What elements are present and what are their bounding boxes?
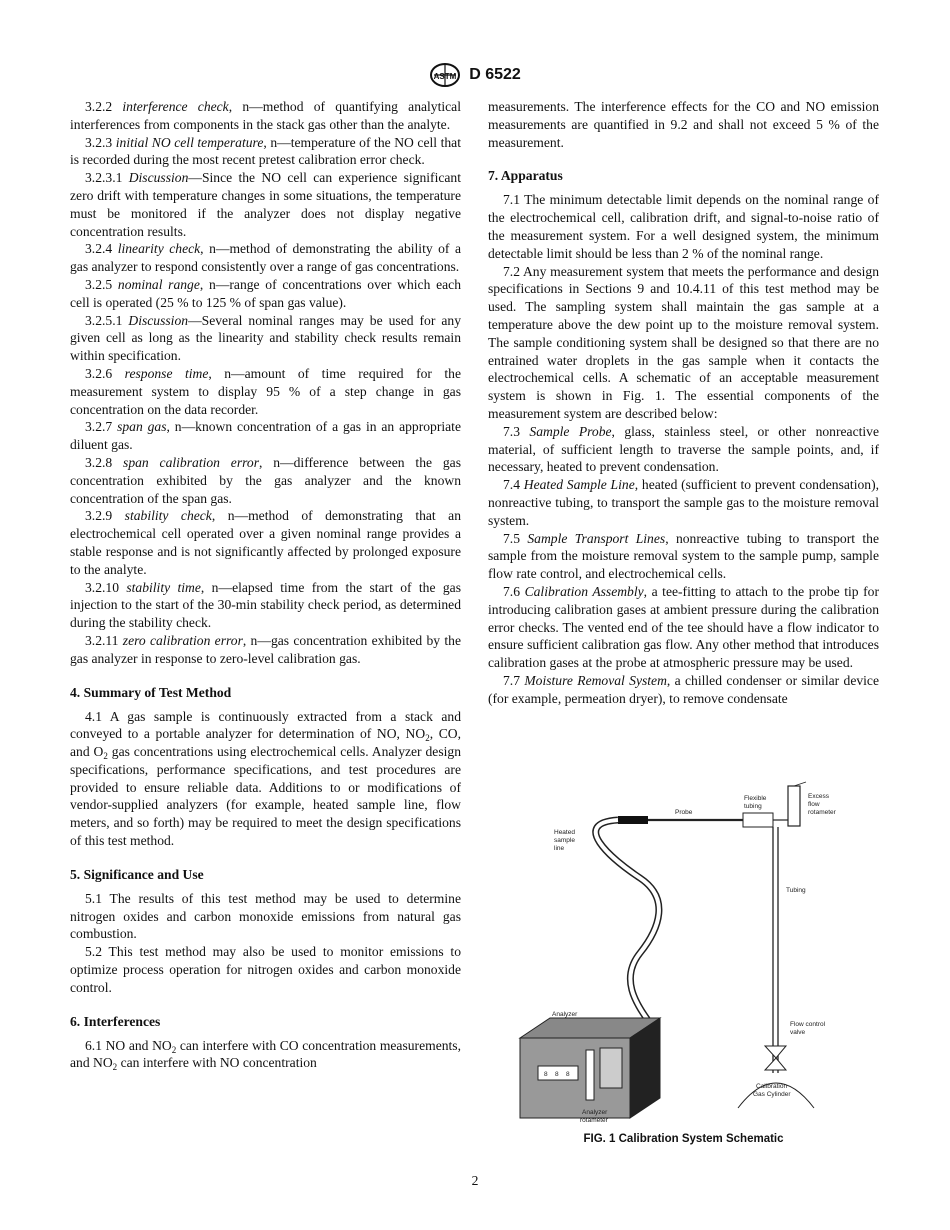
excess-rotameter-shape <box>788 786 800 826</box>
svg-text:rotameter: rotameter <box>808 809 836 816</box>
svg-text:ASTM: ASTM <box>433 72 457 81</box>
svg-text:valve: valve <box>790 1029 806 1036</box>
svg-text:tubing: tubing <box>744 803 762 810</box>
svg-text:Flow control: Flow control <box>790 1021 826 1028</box>
svg-text:Flexible: Flexible <box>744 795 767 802</box>
paragraph-5-1: 5.1 The results of this test method may be used to determine nitrogen oxides and carbon monoxide emissions from natural gas combustion. <box>70 890 461 942</box>
svg-text:Analyzer: Analyzer <box>582 1109 608 1116</box>
right-column <box>488 98 879 708</box>
svg-text:flow: flow <box>808 801 820 808</box>
definition-3-2-11: 3.2.11 zero calibration error, n—gas concentration exhibited by the gas analyzer in response to zero-level calibration gas. <box>70 632 461 666</box>
section-6-heading: 6. Interferences <box>70 1013 161 1029</box>
definition-3-2-2: 3.2.2 interference check, n—method of quantifying analytical interferences from components in the stack gas other than the analyte. <box>70 99 461 132</box>
paragraph-6-1: 6.1 NO and $NO_2$ can interfere with CO concentration measurements, and $NO_2$ can interfere with NO concentration <box>70 1037 461 1073</box>
page-header <box>0 62 950 88</box>
paragraph-7-4: 7.4 Heated Sample Line, heated (sufficient to prevent condensation), nonreactive tubing, to transport the sample gas to the moisture removal system. <box>488 477 879 528</box>
svg-text:Excess: Excess <box>808 793 829 800</box>
flexible-tubing-shape <box>743 813 773 827</box>
svg-text:Heated: Heated <box>554 829 575 836</box>
svg-text:Tubing: Tubing <box>786 887 806 894</box>
paragraph-6-1-continued: measurements. The interference effects for the CO and NO emission measurements are quantified in 9.2 and shall not exceed 5 % of the measurement. <box>488 99 879 150</box>
definition-3-2-4: 3.2.4 linearity check, n—method of demonstrating the ability of a gas analyzer to respond consistently over a range of gas concentrations. <box>70 241 461 275</box>
paragraph-7-1: 7.1 The minimum detectable limit depends on the nominal range of the electrochemical cell, calibration drift, and signal-to-noise ratio of the measurement system. For a well designed system, the minimum detectable limit should be less than 2 % of the nominal range. <box>488 192 879 261</box>
paragraph-7-2: 7.2 Any measurement system that meets the performance and design specifications in Sections 9 and 10.4.11 of this test method may be used. The sampling system shall maintain the gas sample at a temperature above the dew point up to the moisture removal system. The sample conditioning system shall be designed so that there are no entrained water droplets in the gas sample when it contacts the electrochemical cells. A schematic of an acceptable measurement system is shown in Fig. 1. The essential components of the measurement system are described below: <box>488 263 879 421</box>
figure-caption: FIG. 1 Calibration System Schematic <box>583 1133 784 1145</box>
paragraph-4-1: 4.1 A gas sample is continuously extracted from a stack and conveyed to a portable analyzer for determination of NO, $NO_2$, CO, and $O_2$ gas concentrations using electrochemical cells. Analyzer design specifications, performance specifications, and test procedures are provided to ensure reliable data. Additions to or modifications of vendor-supplied analyzers (for example, heated sample line, flow meters, and so forth) may be required to meet the design specifications of this test method. <box>70 708 461 849</box>
definition-3-2-6: 3.2.6 response time, n—amount of time required for the measurement system to display 95 % of a step change in gas concentration on the data recorder. <box>70 365 461 417</box>
definition-3-2-8: 3.2.8 span calibration error, n—difference between the gas concentration exhibited by the gas analyzer and the known concentration of the span gas. <box>70 454 461 506</box>
astm-logo <box>429 62 461 88</box>
section-7-heading: 7. Apparatus <box>488 168 563 184</box>
paragraph-7-5: 7.5 Sample Transport Lines, nonreactive tubing to transport the sample from the moisture removal system to the sample pump, sample flow rate control, and electrochemical cells. <box>488 530 879 582</box>
probe-tip-shape <box>618 816 648 824</box>
definition-3-2-10: 3.2.10 stability time, n—elapsed time from the start of the gas injection to the start of the 30-min stability check period, as determined during the stability check. <box>70 579 461 631</box>
svg-text:8: 8 <box>555 1071 559 1078</box>
svg-text:8: 8 <box>544 1071 548 1078</box>
figure-1-schematic <box>510 778 860 1123</box>
svg-text:Probe: Probe <box>675 809 693 816</box>
svg-text:Calibration: Calibration <box>756 1083 788 1090</box>
flow-valve-bottom <box>765 1058 786 1070</box>
svg-text:Gas Cylinder: Gas Cylinder <box>753 1091 791 1098</box>
flow-valve-top <box>765 1046 786 1058</box>
discussion-3-2-5-1: 3.2.5.1 Discussion—Several nominal ranges may be used for any given cell as long as the linearity and stability check results remain within specification. <box>70 312 461 364</box>
page-number: 2 <box>471 1173 479 1188</box>
section-5-heading: 5. Significance and Use <box>70 866 204 882</box>
paragraph-7-6: 7.6 Calibration Assembly, a tee-fitting to attach to the probe tip for introducing calibration gases at ambient pressure during the calibration error checks. The vented end of the tee should have a flow indicator to ensure sufficient calibration gas flow. Any other method that introduces calibration gases at the probe at atmospheric pressure may be used. <box>488 583 879 671</box>
svg-text:8: 8 <box>566 1071 570 1078</box>
svg-text:sample: sample <box>554 837 575 844</box>
definition-3-2-7: 3.2.7 span gas, n—known concentration of a gas in an appropriate diluent gas. <box>70 419 461 453</box>
analyzer-rotameter-shape <box>586 1050 594 1100</box>
left-column <box>70 98 461 1072</box>
discussion-3-2-3-1: 3.2.3.1 Discussion—Since the NO cell can experience significant zero drift with temperature changes in some situations, the temperature must be monitored if the analyzer does not display negative concentration results. <box>70 170 461 239</box>
definition-3-2-5: 3.2.5 nominal range, n—range of concentrations over which each cell is operated (25 % to 125 % of span gas value). <box>70 276 461 310</box>
section-4-heading: 4. Summary of Test Method <box>70 684 232 700</box>
definition-3-2-9: 3.2.9 stability check, n—method of demonstrating that an electrochemical cell operated over a given nominal range provides a stable response and is not significantly affected by prolonged exposure to the analyte. <box>70 508 461 577</box>
paragraph-7-3: 7.3 Sample Probe, glass, stainless steel, or other nonreactive material, of sufficient length to traverse the sample points, and, if necessary, heated to prevent condensation. <box>488 423 879 475</box>
document-number: D 6522 <box>469 66 521 83</box>
definition-3-2-3: 3.2.3 initial NO cell temperature, n—temperature of the NO cell that is recorded during the most recent pretest calibration error check. <box>70 134 461 168</box>
paragraph-7-7: 7.7 Moisture Removal System, a chilled condenser or similar device (for example, permeation dryer), to remove condensate <box>488 672 879 706</box>
svg-text:Analyzer: Analyzer <box>552 1011 578 1018</box>
svg-text:rotameter: rotameter <box>580 1117 608 1123</box>
paragraph-5-2: 5.2 This test method may also be used to monitor emissions to optimize process operation for nitrogen oxides and carbon monoxide control. <box>70 944 461 995</box>
svg-text:line: line <box>554 845 565 852</box>
